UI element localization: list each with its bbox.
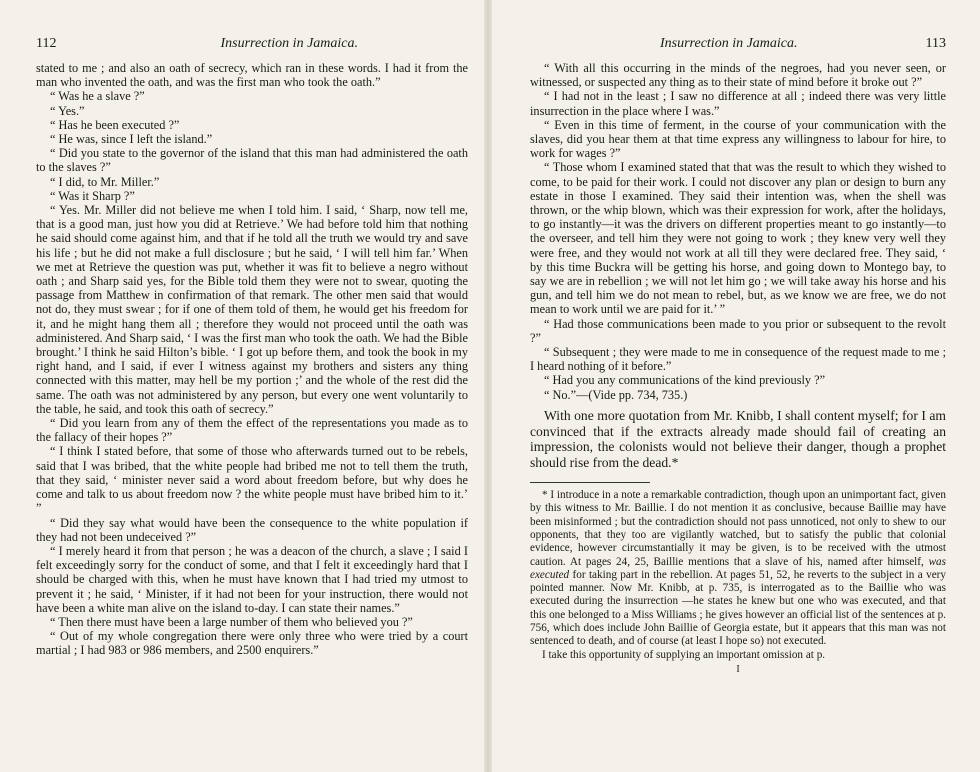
footnote-divider <box>530 482 650 483</box>
footnote-emphasis: was executed <box>530 555 946 581</box>
paragraph: “ I did, to Mr. Miller.” <box>50 174 160 189</box>
page-number-right: 113 <box>925 36 946 51</box>
footnote-paragraph <box>530 489 946 649</box>
footnote <box>530 489 946 662</box>
paragraph: “ I merely heard it from that person ; he was a deacon of the church, a slave ; I said I felt exceedingly sorry for the conduct of some, and that I felt it exceedingly hard that I should be charged with this, when he must have known that I had tried my utmost to prevent it ; he said, ‘ Minister, if it had not been for your instruction, there would not have been a white man alive on the island to-day. I can state their names.” <box>36 543 468 615</box>
paragraph: “ Subsequent ; they were made to me in consequence of the request made to me ; I heard nothing of it before.” <box>530 345 946 374</box>
running-head-left <box>36 36 468 52</box>
paragraph: “ Had those communications been made to you prior or subsequent to the revolt ?” <box>530 316 946 345</box>
paragraph: “ Did you learn from any of them the effect of the representations you made as to the fallacy of their hopes ?” <box>36 416 468 445</box>
paragraph: “ Those whom I examined stated that that was the result to which they wished to come, to be paid for their work. I could not discover any plan or design to burn any estate in those I examined. They said their intention was, when the shell was thrown, or the whip blown, which was their expression for work, after the holidays, to go instantly—it was the drivers on different properties meant to go instantly—to the overseer, and tell him they were not going to work ; they knew very well they were free, and they would not work at all till they were declared free. They said, ‘ by this time Buckra will be getting his horse, and going down to Montego bay, to say we are in rebellion ; we will not let him go ; we will take away his horse and his gun, and tell him we do not mean to rebel, but, as we know we are free, we do not mean to work until we are paid for it.’ ” <box>530 160 946 317</box>
paragraph: “ Then there must have been a large number of them who believed you ?” <box>50 614 413 629</box>
paragraph: “ Has he been executed ?” <box>50 117 180 132</box>
paragraph: “ Did you state to the governor of the island that this man had administered the oath to the slaves ?” <box>36 146 468 175</box>
paragraph: “ He was, since I left the island.” <box>50 132 213 147</box>
right-page-text <box>530 61 946 471</box>
left-page <box>0 0 486 772</box>
running-title-left: Insurrection in Jamaica. <box>220 36 358 51</box>
paragraph: “ Out of my whole congregation there were only three who were tried by a court martial ; I had 983 or 986 members, and 2500 enquirers.” <box>36 629 468 658</box>
footnote-rest: for taking part in the rebellion. At pages 51, 52, he reverts to the subject in a very pointed manner. Now Mr. Knibb, at p. 735, is interrogated as to the Baillie who was executed during the insurrection —he states he knew but one who was executed, and that this one belonged to a Miss Williams ; he gives however an official list of the sentences at p. 756, which does include John Baillie of Georgia estate, but it appears that this man was not sentenced to death, and of course (at least I hope so) not executed. <box>530 568 946 648</box>
paragraph: “ No.”—(Vide pp. 734, 735.) <box>544 387 688 402</box>
signature-mark: I <box>736 663 740 675</box>
paragraph: “ Yes.” <box>50 103 85 118</box>
paragraph: “ With all this occurring in the minds of the negroes, had you never seen, or witnessed, or suspected any thing as to their state of mind before it broke out ?” <box>530 61 946 90</box>
footnote-paragraph-last: I take this opportunity of supplying an important omission at p. <box>542 648 826 661</box>
paragraph: “ Yes. Mr. Miller did not believe me when I told him. I said, ‘ Sharp, now tell me, that is a good man, just how you did at Retrieve.’ We had before told him that nothing he said should come against him, and that if he told all the truth we would try and save his life ; but he did not make a full disclosure ; but he said, ‘ I will tell him far.’ When we met at Retrieve the question was put, whether it was fit to believe a negro without oath ; and Sharp said yes, for the Bible told them they were not to swear, quoting the passage from Matthew in confirmation of that remark. The other men said that would not do, they must swear ; for if one of them told of them, he would get his freedom for it, and he might hang them all ; therefore they would not proceed until the oath was administered. And Sharp said, ‘ I was the first man who took the oath. We had the Bible brought.’ I think he said Hilton’s bible. ‘ I got up before them, and took the book in my right hand, and I said, if ever I witness against my brothers and sisters any thing connected with this matter, may hell be my portion ;’ and the whole of the rest did the same. The oath was not administered by any person, but every one went voluntarily to the table, he said, and took this oath of secrecy.” <box>36 203 468 416</box>
paragraph: “ Was he a slave ?” <box>50 89 145 104</box>
paragraph: “ I think I stated before, that some of those who afterwards turned out to be rebels, said that I was bribed, that the white people had bribed me not to tell them the truth, that they said, ‘ minister never said a word about freedom before, but why does he come and talk to us about freedom now ? the white people must have bribed him to it.’ ” <box>36 444 468 516</box>
page-number-left: 112 <box>36 36 57 51</box>
right-page <box>490 0 980 772</box>
running-title-right: Insurrection in Jamaica. <box>660 36 798 51</box>
closing-paragraph: With one more quotation from Mr. Knibb, I shall content myself; for I am convinced that if the extracts already made should fail of creating an impression, the colonists would not believe their danger, though a prophet should rise from the dead.* <box>530 407 946 471</box>
running-head-right <box>530 36 946 52</box>
left-page-text <box>36 61 468 658</box>
paragraph: “ I had not in the least ; I saw no difference at all ; indeed there was very little insurrection in the place where I was.” <box>530 89 946 118</box>
paragraph: “ Had you any communications of the kind previously ?” <box>544 373 826 388</box>
footnote-lead: * I introduce in a note a remarkable contradiction, though upon an unimportant fact, given by this witness to Mr. Baillie. I do not mention it as conclusive, because Baillie may have been misinformed ; but the contradiction should not pass unnoticed, not only to shew to our opponents, that they too are vigilantly watched, but to satisfy the public that colonial evidence, however circumstantially it may be given, is to be received with the utmost caution. At pages 24, 25, Baillie mentions that a slave of his, named after himself, <box>530 489 946 568</box>
paragraph: stated to me ; and also an oath of secrecy, which ran in these words. I had it from the man who invented the oath, and was the first man who took the oath.” <box>36 61 468 90</box>
paragraph: “ Was it Sharp ?” <box>50 188 135 203</box>
paragraph: “ Did they say what would have been the consequence to the white population if they had not been undeceived ?” <box>36 515 468 544</box>
paragraph: “ Even in this time of ferment, in the course of your communication with the slaves, did you hear them at that time express any willingness to labour for hire, to work for wages ?” <box>530 117 946 161</box>
